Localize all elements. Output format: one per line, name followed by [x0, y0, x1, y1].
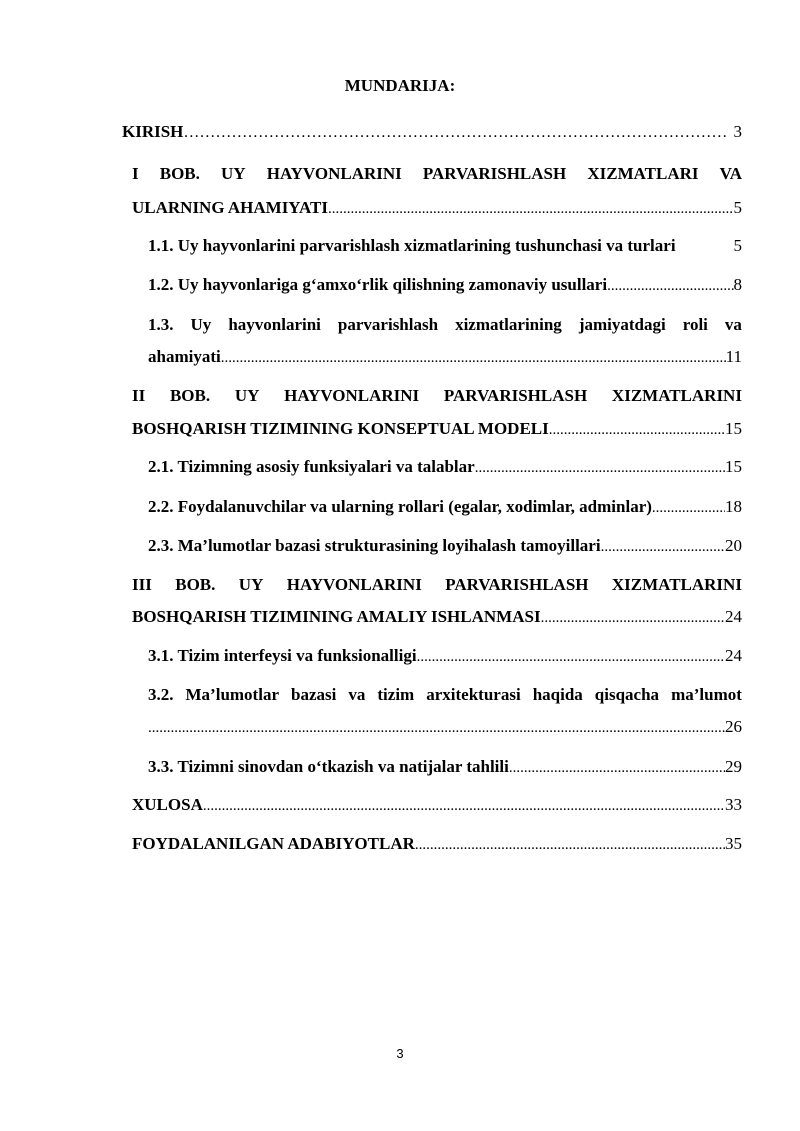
toc-label: FOYDALANILGAN ADABIYOTLAR — [132, 834, 415, 853]
toc-label: 2.2. Foydalanuvchilar va ularning rollari (egalar, xodimlar, adminlar) — [148, 497, 652, 516]
toc-word: ma’lumot — [671, 685, 742, 704]
toc-entry-bob2-line1[interactable] — [132, 386, 742, 406]
toc-word: va — [724, 315, 742, 334]
toc-page: 18 — [725, 497, 742, 516]
page-number: 3 — [396, 1046, 404, 1061]
toc-entry-3-1[interactable] — [148, 646, 742, 667]
toc-label: 1.2. Uy hayvonlariga g‘amxo‘rlik qilishning zamonaviy usullari — [148, 275, 608, 294]
toc-word: xizmatlarining — [455, 315, 562, 334]
toc-word: va — [348, 685, 366, 704]
toc-entry-bob3-line2[interactable] — [132, 607, 742, 628]
toc-word: UY — [221, 164, 246, 183]
toc-word: jamiyatdagi — [578, 315, 666, 334]
toc-page: 26 — [725, 717, 742, 736]
toc-entry-1-3-line2[interactable] — [148, 347, 742, 368]
toc-label: ahamiyati — [148, 347, 221, 366]
toc-entry-2-2[interactable] — [148, 497, 742, 518]
toc-label: 2.1. Tizimning asosiy funksiyalari va talablar — [148, 457, 475, 476]
toc-entry-2-3[interactable] — [148, 536, 742, 557]
toc-page: 5 — [733, 236, 742, 255]
toc-entry-2-1[interactable] — [148, 457, 742, 478]
toc-leader — [203, 796, 725, 816]
toc-page: 33 — [725, 795, 742, 814]
toc-leader — [652, 498, 725, 518]
toc-word: hayvonlarini — [228, 315, 321, 334]
toc-entry-3-3[interactable] — [148, 757, 742, 778]
toc-word: II — [132, 386, 146, 405]
toc-word: UY — [238, 575, 264, 594]
toc-page: 24 — [725, 607, 742, 626]
toc-label: BOSHQARISH TIZIMINING AMALIY ISHLANMASI — [132, 607, 541, 626]
toc-page: 24 — [725, 646, 742, 665]
toc-word: tizim — [377, 685, 415, 704]
toc-word: Ma’lumotlar — [185, 685, 279, 704]
toc-word: 3.2. — [148, 685, 174, 704]
toc-word: PARVARISHLASH — [445, 575, 589, 594]
toc-title: MUNDARIJA: — [344, 76, 456, 95]
toc-entry-1-1[interactable] — [148, 236, 742, 257]
toc-leader — [328, 199, 734, 219]
toc-word: roli — [682, 315, 708, 334]
toc-page: 29 — [725, 757, 742, 776]
toc-word: arxitekturasi — [426, 685, 521, 704]
toc-label: 3.3. Tizimni sinovdan o‘tkazish va natijalar tahlili — [148, 757, 509, 776]
toc-leader — [509, 758, 725, 778]
toc-word: XIZMATLARINI — [611, 575, 742, 594]
toc-label: BOSHQARISH TIZIMINING KONSEPTUAL MODELI — [132, 419, 549, 438]
toc-leader — [549, 420, 725, 440]
toc-entry-1-3-line1[interactable] — [148, 315, 742, 335]
toc-page: 11 — [725, 347, 742, 366]
toc-leader — [601, 537, 725, 557]
toc-leader — [475, 458, 725, 478]
toc-word: bazasi — [291, 685, 337, 704]
toc-word: qisqacha — [594, 685, 660, 704]
toc-word: HAYVONLARINI — [284, 386, 420, 405]
toc-word: 1.3. — [148, 315, 174, 334]
toc-entry-bob3-line1[interactable] — [132, 575, 742, 595]
toc-word: XIZMATLARI — [587, 164, 699, 183]
toc-label: 3.1. Tizim interfeysi va funksionalligi — [148, 646, 417, 665]
toc-page: 15 — [725, 457, 742, 476]
toc-word: XIZMATLARINI — [611, 386, 742, 405]
toc-word: BOB. — [169, 386, 211, 405]
toc-entry-kirish[interactable] — [122, 122, 742, 143]
toc-entry-bob1-line1[interactable] — [132, 164, 742, 184]
toc-leader — [607, 276, 733, 296]
toc-page: 20 — [725, 536, 742, 555]
toc-entry-bob2-line2[interactable] — [132, 419, 742, 440]
toc-word: parvarishlash — [337, 315, 439, 334]
toc-entry-3-2-line2[interactable] — [148, 717, 742, 738]
toc-label: 2.3. Ma’lumotlar bazasi strukturasining loyihalash tamoyillari — [148, 536, 601, 555]
toc-leader — [148, 718, 725, 738]
toc-page: 3 — [733, 122, 742, 141]
toc-page: 15 — [725, 419, 742, 438]
toc-word: III — [132, 575, 152, 594]
toc-word: PARVARISHLASH — [422, 164, 567, 183]
toc-word: PARVARISHLASH — [443, 386, 588, 405]
toc-page: 35 — [725, 834, 742, 853]
toc-word: haqida — [532, 685, 583, 704]
toc-label: KIRISH — [122, 122, 184, 141]
toc-word: VA — [719, 164, 742, 183]
toc-entry-xulosa[interactable] — [132, 795, 742, 816]
toc-word: Uy — [190, 315, 212, 334]
toc-word: UY — [234, 386, 260, 405]
toc-entry-1-2[interactable] — [148, 275, 742, 296]
toc-leader — [415, 835, 725, 855]
toc-label: 1.1. Uy hayvonlarini parvarishlash xizmatlarining tushunchasi va turlari — [148, 236, 676, 255]
toc-leader — [541, 608, 725, 628]
toc-word: HAYVONLARINI — [266, 164, 402, 183]
toc-leader — [183, 123, 725, 143]
toc-word: BOB. — [175, 575, 216, 594]
toc-entry-adabiyotlar[interactable] — [132, 834, 742, 855]
toc-word: BOB. — [159, 164, 200, 183]
toc-page: 8 — [733, 275, 742, 294]
toc-leader — [417, 647, 725, 667]
toc-entry-bob1-line2[interactable] — [132, 198, 742, 219]
toc-entry-3-2-line1[interactable] — [148, 685, 742, 705]
toc-page: 5 — [733, 198, 742, 217]
toc-label: ULARNING AHAMIYATI — [132, 198, 328, 217]
toc-word: I — [132, 164, 139, 183]
toc-label: XULOSA — [132, 795, 203, 814]
toc-leader — [221, 348, 726, 368]
toc-word: HAYVONLARINI — [286, 575, 422, 594]
